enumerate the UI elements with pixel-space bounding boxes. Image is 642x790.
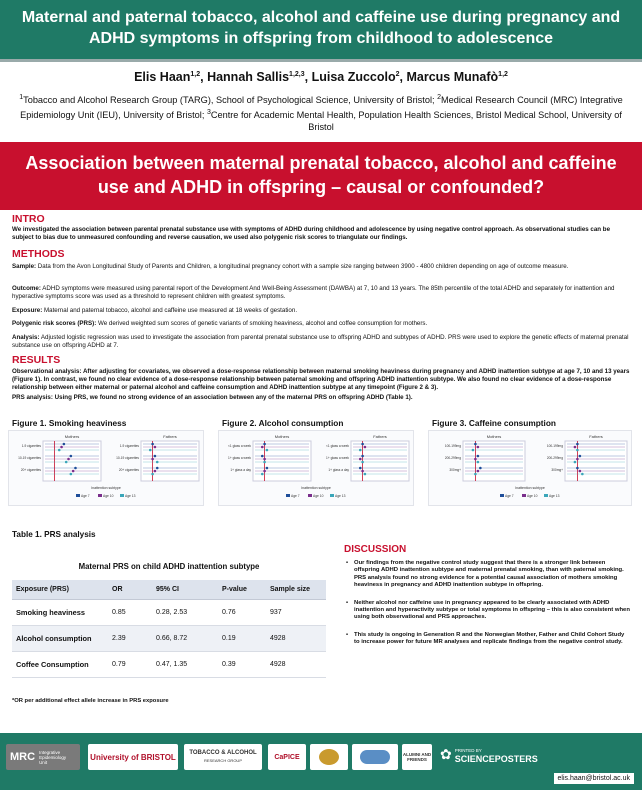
point-estimate xyxy=(472,449,475,452)
logo-label: TOBACCO & ALCOHOL xyxy=(189,750,257,756)
row-label: 1+ glass a week xyxy=(326,456,349,460)
row-label: 1-9 cigarettes xyxy=(21,444,41,448)
table-row xyxy=(12,626,326,652)
panel-title: Mothers xyxy=(64,434,80,439)
methods-sample xyxy=(12,263,630,271)
figure-3-title: Figure 3. Caffeine consumption xyxy=(432,418,557,428)
author: Luisa Zuccolo xyxy=(311,70,396,84)
row-label: 300mg+ xyxy=(551,468,563,472)
discussion-item: • Neither alcohol nor caffeine use in pregnancy appeared to be clearly associated with ADHD inattention and hyperactivity subtype or total symptoms in offspring – this is also consistent when using both observational and PRS approaches. xyxy=(344,600,630,622)
point-estimate xyxy=(361,461,364,464)
panel-title: Fathers xyxy=(163,434,177,439)
methods-label: Analysis: xyxy=(12,334,40,341)
point-estimate xyxy=(364,446,367,449)
author-sup: 1,2 xyxy=(498,70,508,78)
logo-sub: Integrative Epidemiology Unit xyxy=(39,749,67,765)
point-estimate xyxy=(477,470,480,473)
logo-label: CaPICE xyxy=(274,753,300,761)
panel-title: Fathers xyxy=(589,434,603,439)
figure-3 xyxy=(428,430,632,506)
figure-2 xyxy=(218,430,414,506)
table-note: *OR per additional effect allele increase in PRS exposure xyxy=(12,698,169,704)
methods-text: ADHD symptoms were measured using parental report of the Development And Well-Being Assessment (DAWBA) at 7, 10 and 13 years. The 85th percentile of the total ADHD and separately for inattention and hyperactive symptoms score was used as a threshold to represent children with greatest symptoms. xyxy=(12,285,615,300)
results-label: Observational analysis: xyxy=(12,368,82,375)
table-cell: 937 xyxy=(266,600,326,626)
row-label: 20+ cigarettes xyxy=(118,468,139,472)
point-estimate xyxy=(154,455,157,458)
poster-footer xyxy=(0,733,642,790)
table-header: Exposure (PRS) xyxy=(12,580,108,600)
point-estimate xyxy=(576,449,579,452)
intro-text: We investigated the association between parental prenatal substance use with symptoms of ADHD during childhood and adolescence by using negative control approach. As observational studies can be subject to bias due to unmeasured confounding and reverse causation, we used also polygenic risk scores to triangulate our findings. xyxy=(12,226,611,241)
point-estimate xyxy=(261,455,264,458)
methods-exposure xyxy=(12,307,630,315)
logo-label: ALUMNI AND FRIENDS xyxy=(402,752,432,762)
poster-title: Maternal and paternal tobacco, alcohol and caffeine use during pregnancy and ADHD symptoms in offspring from childhood to adolescence xyxy=(21,9,621,47)
point-estimate xyxy=(474,458,477,461)
table-header: P-value xyxy=(218,580,266,600)
author: Marcus Munafò xyxy=(406,70,499,84)
methods-label: Polygenic risk scores (PRS): xyxy=(12,320,97,327)
table-cell: 0.39 xyxy=(218,652,266,678)
table-cell: Smoking heaviness xyxy=(12,600,108,626)
point-estimate xyxy=(70,473,73,476)
partner-emblem xyxy=(319,749,339,765)
methods-label: Sample: xyxy=(12,263,37,270)
logo-sub: RESEARCH GROUP xyxy=(203,758,242,763)
affiliation: Centre for Academic Mental Health, Population Health Sciences, Bristol Medical School, University of Bristol xyxy=(210,109,622,133)
table-cell: 4928 xyxy=(266,626,326,652)
logo-label: SCIENCEPOSTERS xyxy=(454,753,538,764)
methods-label: Outcome: xyxy=(12,285,41,292)
table-cell: 0.47, 1.35 xyxy=(152,652,218,678)
methods-text: We derived weighted sum scores of genetic variants of smoking heaviness, alcohol and coffee consumption for mothers. xyxy=(96,320,428,327)
point-estimate xyxy=(261,446,264,449)
figure-1 xyxy=(8,430,204,506)
table-header: Sample size xyxy=(266,580,326,600)
x-axis-label: Inattention subtype xyxy=(301,486,331,490)
point-estimate xyxy=(574,461,577,464)
targ-logo xyxy=(184,744,262,770)
legend-entry: Age 7 xyxy=(81,494,90,498)
panel-title: Fathers xyxy=(373,434,387,439)
prs-table xyxy=(12,580,326,678)
row-label: 300mg+ xyxy=(449,468,461,472)
alumni-logo xyxy=(402,744,432,770)
discussion-item: • Our findings from the negative control study suggest that there is a stronger link between offspring ADHD inattention subtype and maternal prenatal smoking, than with paternal smoking. PRS analysis found no strong evidence for a potential causal association of mothers smoking heaviness in pregnancy and ADHD inattention subtype in offspring. xyxy=(344,560,630,590)
table-header: 95% CI xyxy=(152,580,218,600)
methods-label: Exposure: xyxy=(12,307,43,314)
point-estimate xyxy=(67,458,70,461)
x-axis-label: Inattention subtype xyxy=(515,486,545,490)
methods-outcome xyxy=(12,285,630,301)
affil-sup: 3 xyxy=(206,108,211,116)
point-estimate xyxy=(65,461,68,464)
discussion-item: • This study is ongoing in Generation R and the Norwegian Mother, Father and Child Cohort Study to increase power for future MR analyses and replicate findings from the negative control study. xyxy=(344,632,630,647)
row-label: 200-299mg xyxy=(546,456,563,460)
table-row xyxy=(12,652,326,678)
methods-text: Adjusted logistic regression was used to investigate the association from parental prenatal substance use to offspring ADHD and subtypes of ADHD. PRS were used to explore the genetic effects of maternal prenatal substance use on offspring ADHD at 7. xyxy=(12,334,629,349)
point-estimate xyxy=(149,449,152,452)
discussion-heading: DISCUSSION xyxy=(344,544,407,555)
legend-entry: Age 13 xyxy=(549,494,560,498)
legend-swatch xyxy=(76,494,80,497)
methods-text: Data from the Avon Longitudinal Study of Parents and Children, a longitudinal pregnancy cohort with a sample size ranging between 3900 - 4800 children depending on age of outcome measure. xyxy=(36,263,569,270)
legend-entry: Age 10 xyxy=(103,494,114,498)
methods-prs xyxy=(12,320,630,328)
point-estimate xyxy=(263,443,266,446)
point-estimate xyxy=(576,467,579,470)
point-estimate xyxy=(263,470,266,473)
table-title: Table 1. PRS analysis xyxy=(12,530,96,539)
author: Elis Haan xyxy=(134,70,191,84)
legend-swatch xyxy=(544,494,548,497)
intro-heading: INTRO xyxy=(12,213,45,225)
partner-emblem xyxy=(360,750,390,764)
capice-logo xyxy=(268,744,306,770)
row-label: 10-19 cigarettes xyxy=(18,456,41,460)
panel-title: Mothers xyxy=(486,434,502,439)
legend-swatch xyxy=(120,494,124,497)
point-estimate xyxy=(359,449,362,452)
point-estimate xyxy=(72,470,75,473)
table-cell: 0.85 xyxy=(108,600,152,626)
author-sup: 1,2 xyxy=(190,70,201,78)
table-cell: 4928 xyxy=(266,652,326,678)
row-label: <1 glass a week xyxy=(326,444,349,448)
row-label: 1-9 cigarettes xyxy=(119,444,139,448)
mrc-logo xyxy=(6,744,80,770)
point-estimate xyxy=(579,455,582,458)
legend-entry: Age 7 xyxy=(291,494,300,498)
point-estimate xyxy=(261,473,264,476)
results-label: PRS analysis: xyxy=(12,394,53,401)
figure-1-chart xyxy=(9,431,203,505)
point-estimate xyxy=(58,449,61,452)
point-estimate xyxy=(263,461,266,464)
point-estimate xyxy=(581,473,584,476)
table-row xyxy=(12,600,326,626)
research-question-banner xyxy=(0,142,642,210)
legend-swatch xyxy=(522,494,526,497)
row-label: 200-299mg xyxy=(444,456,461,460)
row-label: 1+ glass a day xyxy=(230,468,251,472)
results-observational xyxy=(12,368,630,392)
legend-entry: Age 13 xyxy=(125,494,136,498)
scienceposters-logo xyxy=(440,746,538,763)
table-header: OR xyxy=(108,580,152,600)
figure-3-chart xyxy=(429,431,631,505)
table-cell: 0.79 xyxy=(108,652,152,678)
point-estimate xyxy=(266,449,269,452)
table-cell: 0.66, 8.72 xyxy=(152,626,218,652)
methods-text: Maternal and paternal tobacco, alcohol and caffeine use measured at 18 weeks of gestation. xyxy=(42,307,298,314)
logo-label: University of BRISTOL xyxy=(90,752,176,762)
author-sup: 2 xyxy=(395,70,400,78)
point-estimate xyxy=(359,458,362,461)
point-estimate xyxy=(359,467,362,470)
row-label: <1 glass a week xyxy=(228,444,251,448)
author-sup: 1,2,3 xyxy=(289,70,305,78)
table-cell: 2.39 xyxy=(108,626,152,652)
row-label: 1+ glass a day xyxy=(328,468,349,472)
table-header-row xyxy=(12,580,326,600)
contact-email[interactable]: elis.haan@bristol.ac.uk xyxy=(554,773,634,784)
point-estimate xyxy=(74,467,77,470)
legend-swatch xyxy=(286,494,290,497)
figure-1-title: Figure 1. Smoking heaviness xyxy=(12,418,127,428)
point-estimate xyxy=(576,443,579,446)
legend-swatch xyxy=(98,494,102,497)
results-text: After adjusting for covariates, we observed a dose-response relationship between maternal smoking heaviness during pregnancy and ADHD inattention subtype at age 7, 10 and 13 years (Figure 1). In contrast, we found no clear evidence of a dose-response relationship between paternal smoking and offspring ADHD inattention subtype. We also found no clear evidence of a dose-response relationship between either maternal or paternal alcohol and caffeine consumption and ADHD inattention subtype at any timepoint (Figure 2 & 3). xyxy=(12,368,630,391)
author: Hannah Sallis xyxy=(207,70,290,84)
partner-logo xyxy=(352,744,398,770)
point-estimate xyxy=(576,458,579,461)
partner-logo xyxy=(310,744,348,770)
point-estimate xyxy=(156,461,159,464)
methods-heading: METHODS xyxy=(12,248,65,260)
point-estimate xyxy=(361,455,364,458)
point-estimate xyxy=(151,458,154,461)
logo-sub: PRINTED BY xyxy=(454,747,482,753)
research-question: Association between maternal prenatal tobacco, alcohol and caffeine use and ADHD in offspring – causal or confounded? xyxy=(25,153,617,197)
discussion-list xyxy=(344,560,630,657)
legend-swatch xyxy=(330,494,334,497)
author-list: Elis Haan$^{1,2}$, Hannah Sallis$^{1,2,3}$, Luisa Zuccolo$^2$, Marcus Munafò$^{1,2}$ xyxy=(134,70,508,84)
point-estimate xyxy=(266,467,269,470)
affil-sup: 1 xyxy=(19,94,24,101)
table-cell: 0.28, 2.53 xyxy=(152,600,218,626)
point-estimate xyxy=(579,470,582,473)
point-estimate xyxy=(364,473,367,476)
point-estimate xyxy=(361,443,364,446)
point-estimate xyxy=(60,446,63,449)
logo-label: MRC xyxy=(10,751,36,763)
point-estimate xyxy=(574,446,577,449)
table-cell: Alcohol consumption xyxy=(12,626,108,652)
legend-entry: Age 10 xyxy=(313,494,324,498)
row-label: 20+ cigarettes xyxy=(20,468,41,472)
point-estimate xyxy=(151,443,154,446)
affiliation: Tobacco and Alcohol Research Group (TARG), School of Psychological Science, University of Bristol; xyxy=(23,95,438,106)
point-estimate xyxy=(474,443,477,446)
table-subtitle: Maternal PRS on child ADHD inattention subtype xyxy=(78,562,260,571)
point-estimate xyxy=(477,455,480,458)
x-axis-label: Inattention subtype xyxy=(91,486,121,490)
scienceposters-text xyxy=(455,747,538,763)
point-estimate xyxy=(156,467,159,470)
point-estimate xyxy=(477,446,480,449)
methods-analysis xyxy=(12,334,630,350)
figure-2-chart xyxy=(219,431,413,505)
row-label: 100-199mg xyxy=(546,444,563,448)
results-heading: RESULTS xyxy=(12,354,61,366)
point-estimate xyxy=(63,443,66,446)
point-estimate xyxy=(474,473,477,476)
table-cell: Coffee Consumption xyxy=(12,652,108,678)
legend-entry: Age 10 xyxy=(527,494,538,498)
point-estimate xyxy=(154,446,157,449)
results-prs xyxy=(12,394,630,402)
point-estimate xyxy=(154,470,157,473)
legend-swatch xyxy=(308,494,312,497)
bristol-logo xyxy=(88,744,178,770)
point-estimate xyxy=(361,470,364,473)
figure-2-title: Figure 2. Alcohol consumption xyxy=(222,418,344,428)
affiliations xyxy=(14,92,628,134)
poster-header xyxy=(0,0,642,62)
row-label: 10-19 cigarettes xyxy=(116,456,139,460)
point-estimate xyxy=(263,458,266,461)
table-cell: 0.76 xyxy=(218,600,266,626)
point-estimate xyxy=(151,473,154,476)
panel-title: Mothers xyxy=(274,434,290,439)
point-estimate xyxy=(70,455,73,458)
affil-sup: 2 xyxy=(437,94,441,101)
table-cell: 0.19 xyxy=(218,626,266,652)
legend-entry: Age 13 xyxy=(335,494,346,498)
point-estimate xyxy=(479,467,482,470)
printer-icon: ✿ xyxy=(440,746,452,762)
point-estimate xyxy=(477,461,480,464)
results-text: Using PRS, we found no strong evidence of an association between any of the maternal PRS on offspring ADHD (Table 1). xyxy=(52,394,413,401)
legend-entry: Age 7 xyxy=(505,494,514,498)
row-label: 1+ glass a week xyxy=(228,456,251,460)
row-label: 100-199mg xyxy=(444,444,461,448)
affiliation: Medical Research Council (MRC) Integrative Epidemiology Unit (IEU), University of Bristol; xyxy=(20,95,623,120)
legend-swatch xyxy=(500,494,504,497)
